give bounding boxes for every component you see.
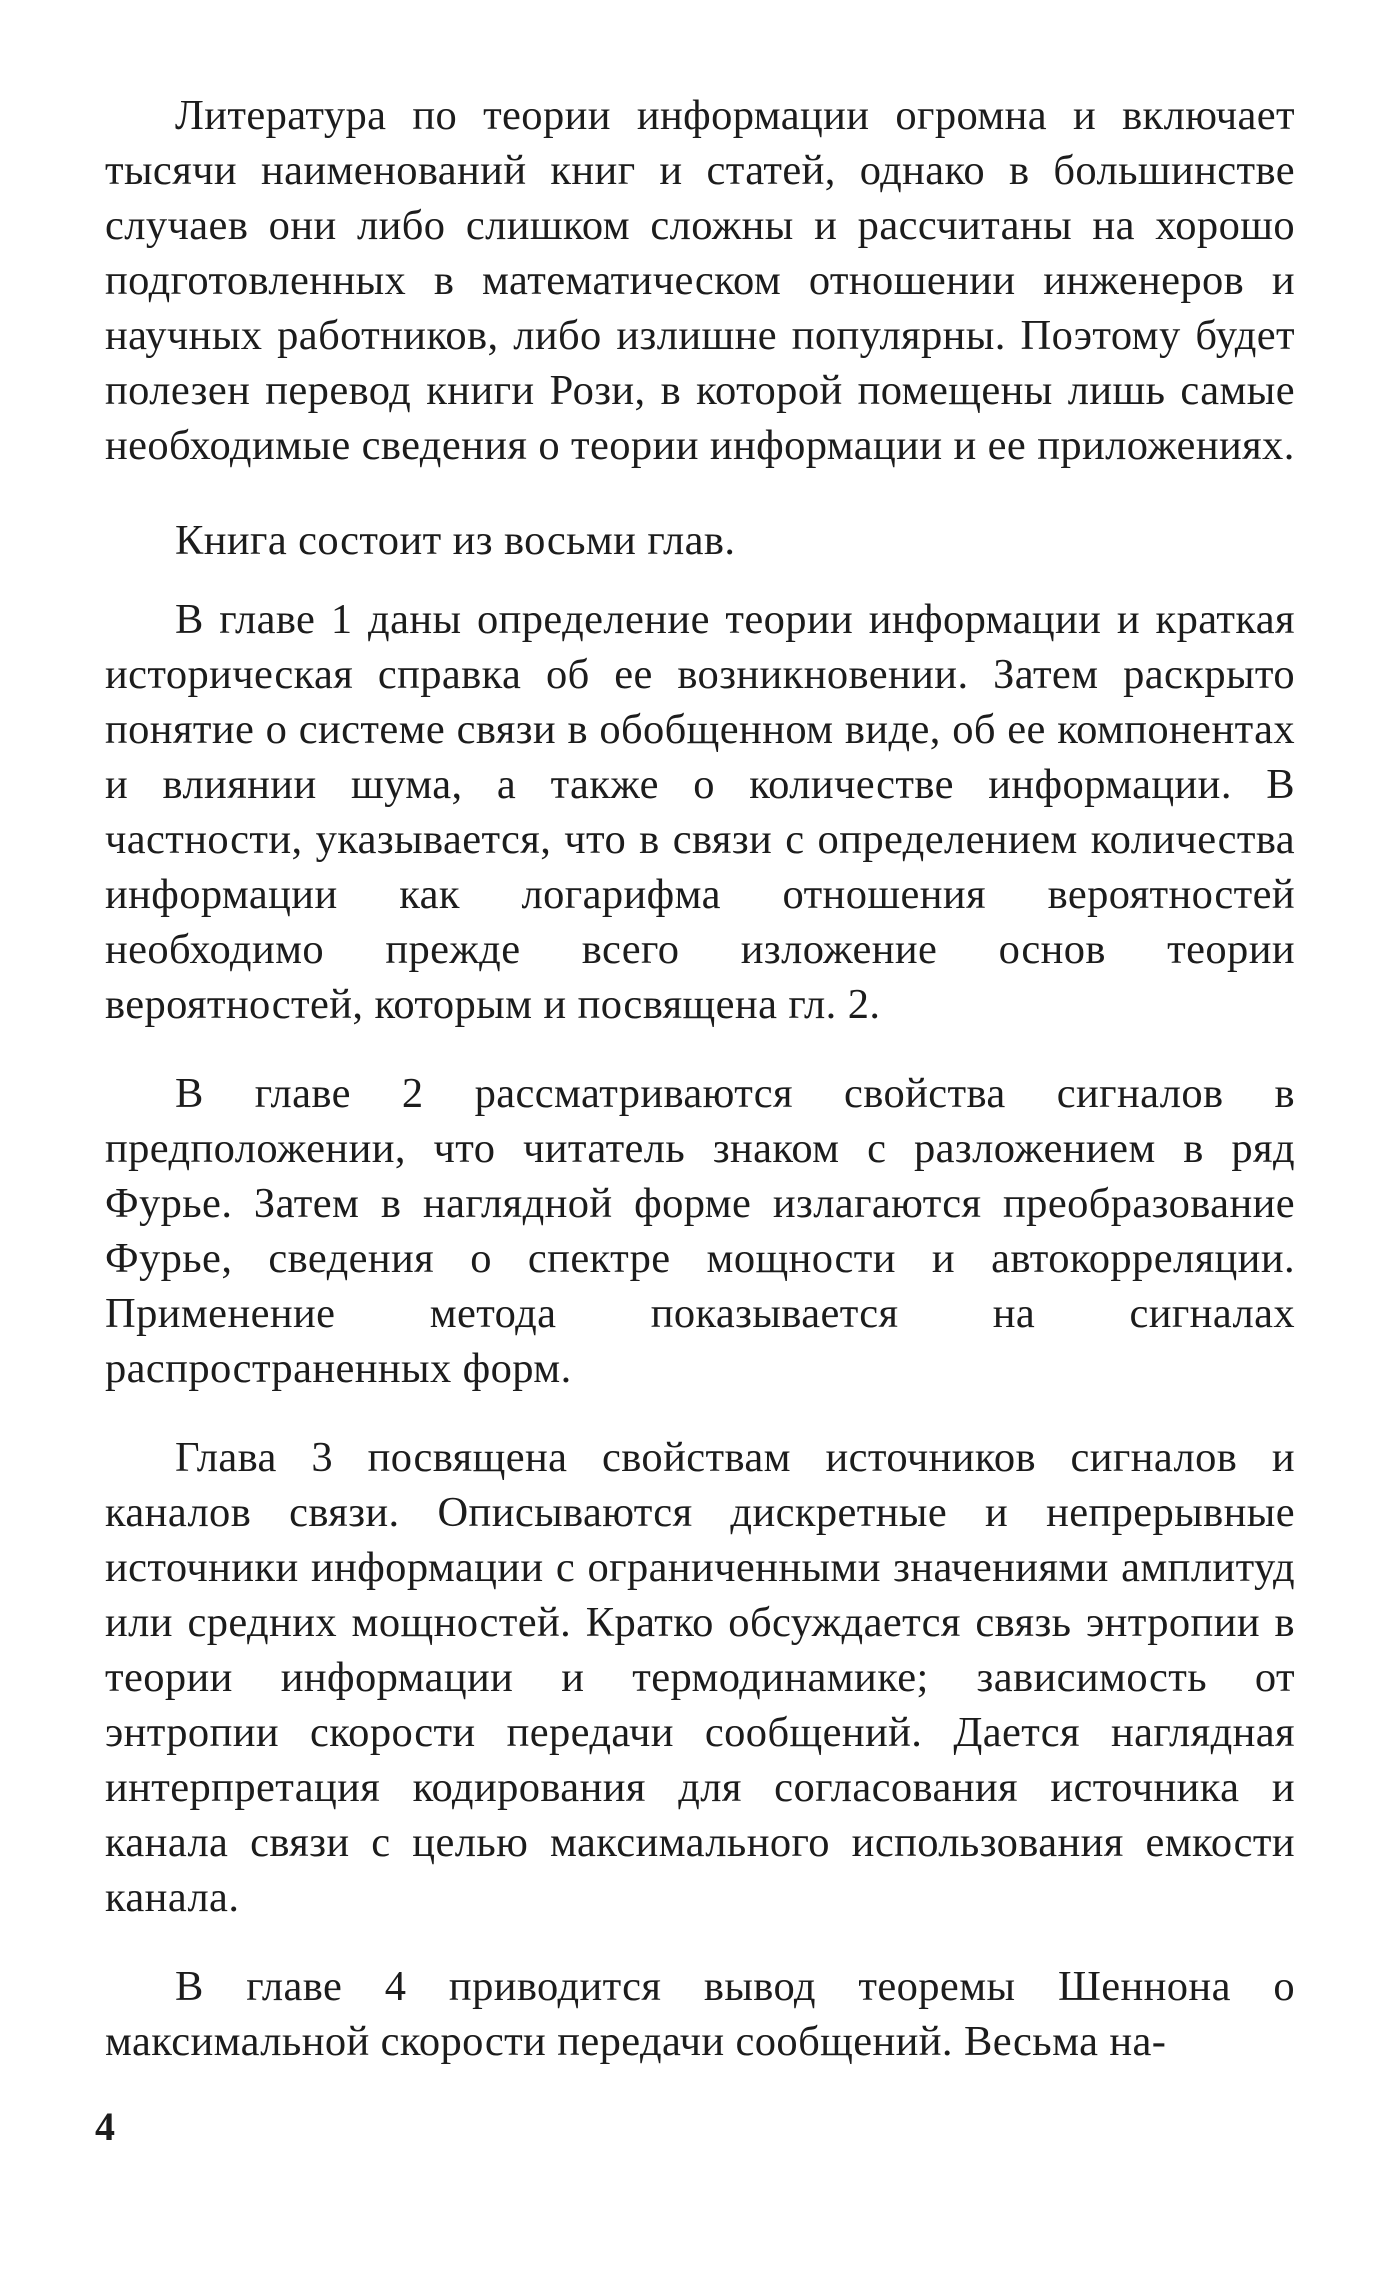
paragraph-book-structure: Книга состоит из восьми глав.: [175, 517, 736, 564]
paragraph-chapter-4: В главе 4 приводится вывод теоремы Шеннона о максимальной скорости передачи сообщений. Весьма на-: [105, 1963, 1295, 2065]
paragraph-intro: Литература по теории информации огромна и включает тысячи наименований книг и статей, однако в большинстве случаев они либо слишком сложны и рассчитаны на хорошо подготовленных в математическом отношении инженеров и научных работников, либо излишне популярны. Поэтому будет полезен перевод книги Рози, в которой помещены лишь самые необходимые сведения о теории информации и ее приложениях.: [105, 92, 1295, 469]
body-text: [105, 88, 1295, 2103]
page-number: 4: [95, 2104, 115, 2149]
paragraph-chapter-3: Глава 3 посвящена свойствам источников сигналов и каналов связи. Описываются дискретные и непрерывные источники информации с ограниченными значениями амплитуд или средних мощностей. Кратко обсуждается связь энтропии в теории информации и термодинамике; зависимость от энтропии скорости передачи сообщений. Дается наглядная интерпретация кодирования для согласования источника и канала связи с целью максимального использования емкости канала.: [105, 1434, 1295, 1921]
paragraph-chapter-2: В главе 2 рассматриваются свойства сигналов в предположении, что читатель знаком с разложением в ряд Фурье. Затем в наглядной форме излагаются преобразование Фурье, сведения о спектре мощности и автокорреляции. Применение метода показывается на сигналах распространенных форм.: [105, 1070, 1295, 1392]
paragraph-chapter-1: В главе 1 даны определение теории информации и краткая историческая справка об ее возникновении. Затем раскрыто понятие о системе связи в обобщенном виде, об ее компонентах и влиянии шума, а также о количестве информации. В частности, указывается, что в связи с определением количества информации как логарифма отношения вероятностей необходимо прежде всего изложение основ теории вероятностей, которым и посвящена гл. 2.: [105, 596, 1295, 1028]
